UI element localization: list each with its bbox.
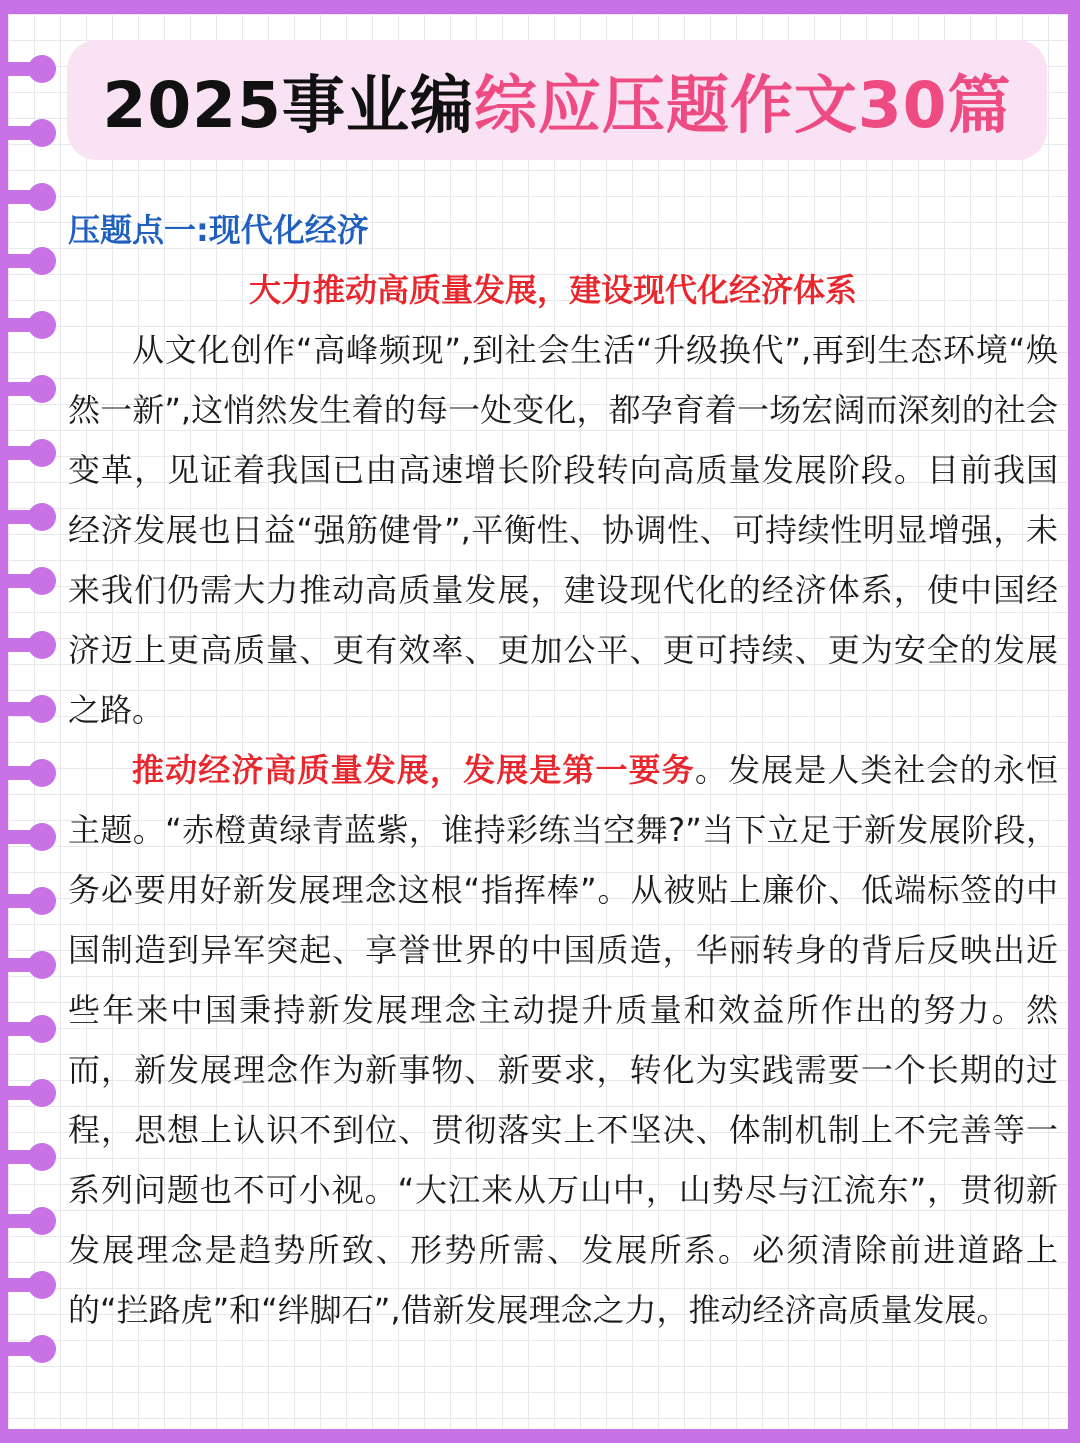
- binding-ring: [0, 310, 56, 340]
- binding-ring: [0, 374, 56, 404]
- spiral-binding: [0, 0, 60, 1443]
- section-subheading: 大力推动高质量发展，建设现代化经济体系: [248, 271, 857, 309]
- binding-ring: [0, 566, 56, 596]
- binding-ring: [0, 1206, 56, 1236]
- paragraph-1: 从文化创作“高峰频现”,到社会生活“升级换代”,再到生态环境“焕然一新”,这悄然发生着的每一处变化，都孕育着一场宏阔而深刻的社会变革，见证着我国已由高速增长阶段转向高质量发展阶段。目前我国经济发展也日益“强筋健骨”,平衡性、协调性、可持续性明显增强，未来我们仍需大力推动高质量发展，建设现代化的经济体系，使中国经济迈上更高质量、更有效率、更加公平、更可持续、更为安全的发展之路。: [68, 331, 1058, 729]
- binding-ring: [0, 54, 56, 84]
- title-banner: [67, 40, 1047, 160]
- article-body: [68, 200, 1058, 1340]
- binding-ring: [0, 886, 56, 916]
- binding-ring: [0, 694, 56, 724]
- binding-ring: [0, 438, 56, 468]
- title-year-part: 2025事业编: [102, 68, 474, 142]
- binding-ring: [0, 182, 56, 212]
- section-heading: 压题点一:现代化经济: [68, 211, 369, 249]
- binding-ring: [0, 822, 56, 852]
- binding-ring: [0, 1078, 56, 1108]
- binding-ring: [0, 1334, 56, 1364]
- binding-ring: [0, 758, 56, 788]
- binding-ring: [0, 246, 56, 276]
- binding-ring: [0, 118, 56, 148]
- paragraph-2: [68, 740, 1058, 1340]
- title-accent-part: 综应压题作文30篇: [473, 68, 1012, 142]
- binding-ring: [0, 502, 56, 532]
- binding-ring: [0, 630, 56, 660]
- binding-ring: [0, 950, 56, 980]
- paragraph-2-highlight: 推动经济高质量发展，发展是第一要务: [132, 751, 695, 789]
- page-title: [102, 55, 1011, 146]
- paragraph-2-text: 。发展是人类社会的永恒主题。“赤橙黄绿青蓝紫，谁持彩练当空舞?”当下立足于新发展阶段，务必要用好新发展理念这根“指挥棒”。从被贴上廉价、低端标签的中国制造到异军突起、享誉世界的中国质造，华丽转身的背后反映出近些年来中国秉持新发展理念主动提升质量和效益所作出的努力。然而，新发展理念作为新事物、新要求，转化为实践需要一个长期的过程，思想上认识不到位、贯彻落实上不坚决、体制机制上不完善等一系列问题也不可小视。“大江来从万山中，山势尽与江流东”，贯彻新发展理念是趋势所致、形势所需、发展所系。必须清除前进道路上的“拦路虎”和“绊脚石”,借新发展理念之力，推动经济高质量发展。: [68, 751, 1058, 1329]
- binding-ring: [0, 1270, 56, 1300]
- binding-ring: [0, 1142, 56, 1172]
- binding-ring: [0, 1014, 56, 1044]
